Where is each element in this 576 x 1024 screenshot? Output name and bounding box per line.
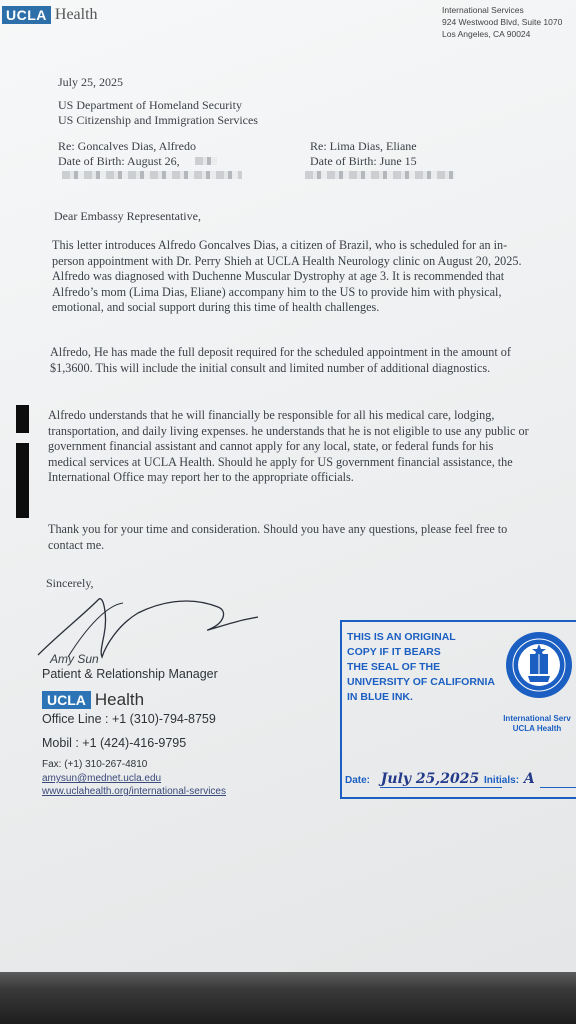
stamp-line: UNIVERSITY OF CALIFORNIA (347, 676, 495, 688)
mobile-phone: Mobil : +1 (424)-416-9795 (42, 736, 187, 750)
salutation: Dear Embassy Representative, (54, 209, 201, 223)
logo-health: Health (54, 6, 98, 23)
redaction-bar (16, 405, 29, 433)
letter-date: July 25, 2025 (58, 75, 124, 89)
redacted-info (62, 171, 242, 179)
address-line: Los Angeles, CA 90024 (442, 29, 531, 39)
re-patient-dob: Date of Birth: August 26, (58, 154, 180, 168)
email-link[interactable]: amysun@mednet.ucla.edu (42, 773, 162, 784)
ucla-health-logo (2, 6, 98, 24)
stamp-date-row (345, 771, 535, 787)
ucla-health-signature-logo (42, 690, 144, 710)
date-underline (380, 787, 502, 788)
university-seal-stamp (340, 620, 576, 799)
body-paragraph-3: Alfredo understands that he will financially be responsible for all his medical care, lodging, transportation, and daily living expenses. he understands that he is not eligible to use any public or government financial assistant and cannot apply for any local, state, or federal funds for his medical services at UCLA Health. Should he apply for US government financial assistance, the International Office may report her to the appropriate officials. (48, 408, 529, 484)
address-line: 924 Westwood Blvd, Suite 1070 (442, 17, 563, 27)
re-companion-name: Re: Lima Dias, Eliane (310, 139, 417, 153)
signer-title: Patient & Relationship Manager (42, 667, 218, 681)
seal-caption (487, 714, 576, 734)
seal-caption-line: International Serv (503, 714, 571, 723)
address-line: International Services (442, 5, 524, 15)
redacted-info (305, 171, 455, 179)
signer-name: Amy Sun (50, 652, 99, 666)
redaction-bar (16, 443, 29, 518)
body-paragraph-4: Thank you for your time and consideration. Should you have any questions, please feel free to contact me. (48, 522, 508, 552)
stamp-line: THE SEAL OF THE (347, 661, 441, 673)
handwritten-date: July 25,2025 (380, 771, 480, 787)
logo-ucla: UCLA (2, 6, 51, 24)
handwritten-initials: A (523, 771, 535, 787)
seal-caption-line: UCLA Health (512, 724, 562, 733)
initials-underline (540, 787, 576, 788)
logo-ucla: UCLA (42, 691, 91, 709)
re-companion-dob: Date of Birth: June 15 (310, 154, 417, 168)
body-paragraph-1: This letter introduces Alfredo Goncalves Dias, a citizen of Brazil, who is scheduled for an in-person appointment with Dr. Perry Shieh at UCLA Health Neurology clinic on August 20, 2025. Alfredo was diagnosed with Duchenne Muscular Dystrophy at age 3. It is recommended that Alfredo’s mom (Lima Dias, Eliane) accompany him to the US to provide him with physical, emotional, and social support during this time of health challenges. (52, 238, 522, 314)
logo-health: Health (94, 690, 145, 709)
stamp-text (347, 630, 495, 705)
fax-number: Fax: (+1) 310-267-4810 (42, 759, 148, 770)
redacted-dob (195, 157, 217, 165)
desk-background (0, 965, 576, 1024)
university-seal-icon (504, 630, 574, 700)
initials-label: Initials: (484, 775, 520, 786)
stamp-line: COPY IF IT BEARS (347, 646, 441, 658)
body-paragraph-2: Alfredo, He has made the full deposit required for the scheduled appointment in the amount of $1,3600. This will include the initial consult and limited number of additional diagnostics. (50, 345, 511, 375)
website-link[interactable]: www.uclahealth.org/international-services (42, 786, 226, 797)
sender-address (442, 4, 562, 40)
recipient-line: US Citizenship and Immigration Services (58, 113, 258, 127)
closing: Sincerely, (46, 576, 94, 590)
date-label: Date: (345, 775, 371, 786)
office-phone: Office Line : +1 (310)-794-8759 (42, 712, 216, 726)
stamp-line: IN BLUE INK. (347, 691, 413, 703)
recipient-line: US Department of Homeland Security (58, 98, 242, 112)
stamp-line: THIS IS AN ORIGINAL (347, 631, 456, 643)
re-patient-name: Re: Goncalves Dias, Alfredo (58, 139, 196, 153)
